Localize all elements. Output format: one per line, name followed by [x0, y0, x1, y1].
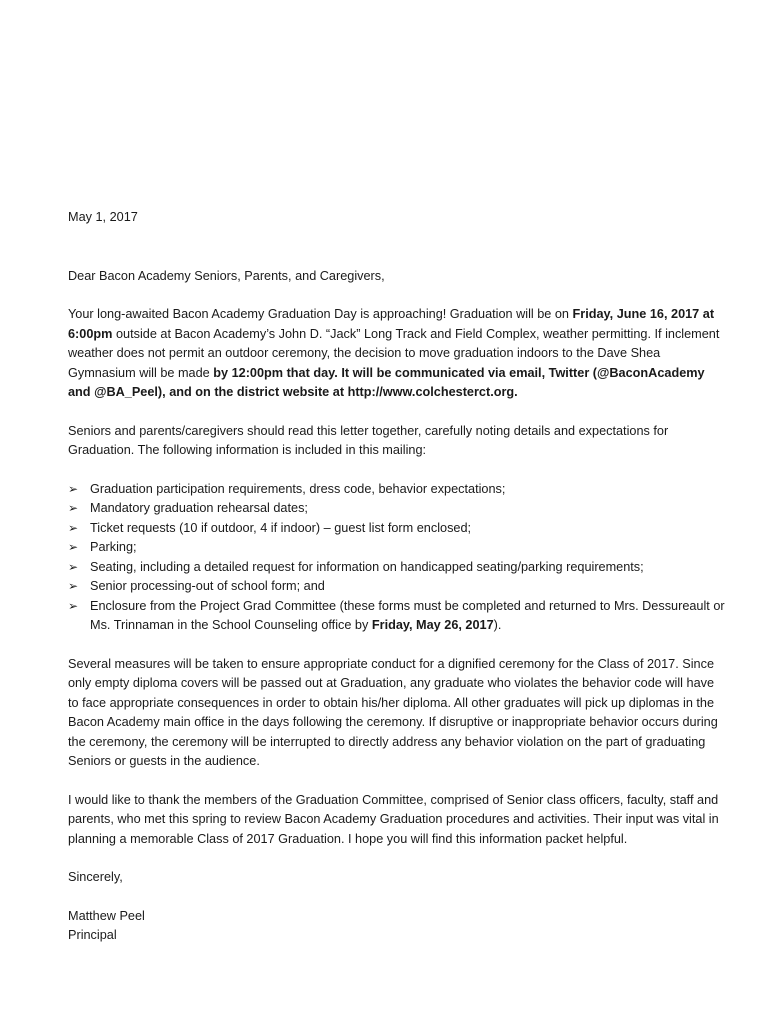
- list-item: [68, 558, 728, 578]
- arrowhead-bullet-icon: ➢: [68, 579, 79, 593]
- signer-title: Principal: [68, 928, 117, 942]
- letter-date: May 1, 2017: [68, 210, 138, 224]
- text-run: Graduation participation requirements, dress code, behavior expectations;: [90, 481, 506, 496]
- bold-text: by 12:00pm that day. It will be communicated via email, Twitter (@BaconAcademy and @BA_Peel), and on the district website at http://www.colchesterct.org.: [68, 365, 705, 399]
- paragraph-graduation-details: [68, 305, 728, 403]
- mailing-contents-list: [68, 480, 728, 636]
- list-item: [68, 480, 728, 500]
- list-item: [68, 519, 728, 539]
- signer-name: Matthew Peel: [68, 908, 145, 923]
- arrowhead-bullet-icon: ➢: [68, 520, 79, 535]
- arrowhead-bullet-icon: ➢: [68, 481, 79, 496]
- text-run: outside at Bacon Academy’s John D. “Jack” Long Track and Field Complex, weather permitting. If inclement weather does not permit an outdoor ceremony, the decision to move graduation indoors to the Dave Shea Gymnasium will be made: [68, 326, 720, 380]
- list-item: [68, 538, 728, 558]
- letter: [68, 208, 728, 946]
- arrowhead-bullet-icon: ➢: [68, 501, 79, 515]
- text-run: Ticket requests (10 if outdoor, 4 if indoor) – guest list form enclosed;: [90, 520, 472, 535]
- list-item: [68, 597, 728, 636]
- salutation: Dear Bacon Academy Seniors, Parents, and Caregivers,: [68, 268, 385, 283]
- bold-text: Friday, May 26, 2017: [371, 618, 494, 632]
- paragraph-conduct: Several measures will be taken to ensure appropriate conduct for a dignified ceremony for the Class of 2017. Since only empty diploma covers will be passed out at Graduation, any graduate who violates the behavior code will have to face appropriate consequences in order to obtain his/her diploma. All other graduates will pick up diplomas in the Bacon Academy main office in the days following the ceremony. If disruptive or inappropriate behavior occurs during the ceremony, the ceremony will be interrupted to directly address any behavior violation on the part of graduating Seniors or guests in the audience.: [68, 656, 718, 768]
- closing: Sincerely,: [68, 870, 123, 884]
- text-run: Enclosure from the Project Grad Committee (these forms must be completed and returned to Mrs. Dessureault or Ms. Trinnaman in the School Counseling office by: [90, 598, 725, 632]
- text-run: Senior processing-out of school form; and: [90, 579, 325, 593]
- text-run: Seating, including a detailed request for information on handicapped seating/parking requirements;: [90, 559, 644, 574]
- text-run: ).: [493, 618, 502, 632]
- bold-text: Friday, June 16, 2017 at 6:00pm: [68, 307, 715, 341]
- arrowhead-bullet-icon: ➢: [68, 559, 79, 574]
- text-run: Parking;: [90, 540, 137, 554]
- arrowhead-bullet-icon: ➢: [68, 540, 79, 554]
- text-run: Mandatory graduation rehearsal dates;: [90, 501, 308, 515]
- list-item: [68, 499, 728, 519]
- arrowhead-bullet-icon: ➢: [68, 598, 79, 613]
- text-run: Your long-awaited Bacon Academy Graduation Day is approaching! Graduation will be on: [68, 307, 573, 321]
- paragraph-thanks: I would like to thank the members of the Graduation Committee, comprised of Senior class officers, faculty, staff and parents, who met this spring to review Bacon Academy Graduation procedures and activities. Their input was vital in planning a memorable Class of 2017 Graduation. I hope you will find this information packet helpful.: [68, 792, 719, 846]
- paragraph-mailing-contents: Seniors and parents/caregivers should read this letter together, carefully noting details and expectations for Graduation. The following information is included in this mailing:: [68, 423, 669, 457]
- list-item: [68, 577, 728, 597]
